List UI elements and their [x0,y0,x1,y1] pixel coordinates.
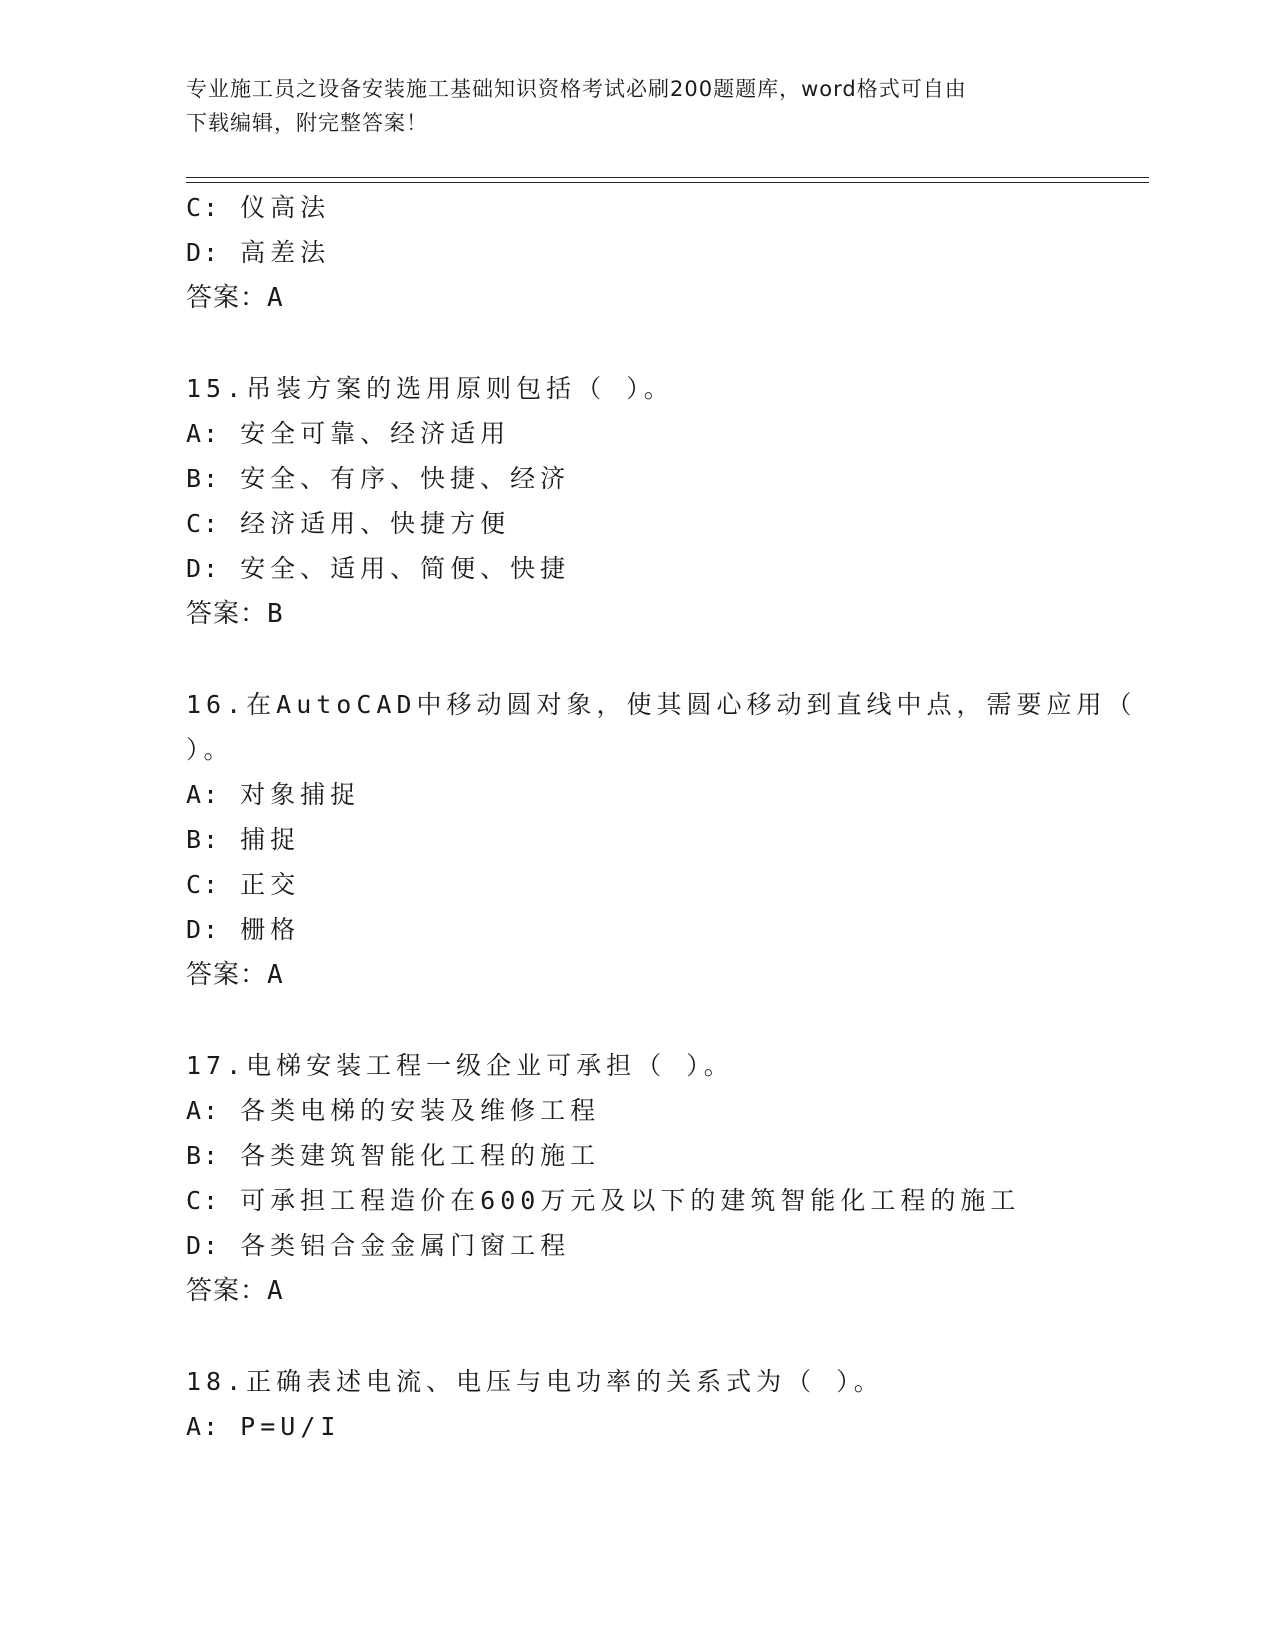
answer-value: A [267,283,284,313]
option-line [186,1230,570,1262]
header-rule-top [186,177,1149,178]
option-label: C: [186,870,221,899]
answer-prefix: 答案： [186,283,268,313]
option-label: D: [186,554,221,583]
answer-value: B [267,599,284,629]
option-text: 安全、有序、快捷、经济 [240,464,571,493]
option-text: 可承担工程造价在600万元及以下的建筑智能化工程的施工 [240,1186,1021,1215]
question-text: 吊装方案的选用原则包括（ ）。 [246,374,674,403]
option-label: D: [186,238,221,267]
answer-value: A [267,960,284,990]
option-line [186,914,300,946]
option-line [186,1185,1020,1217]
option-line [186,1140,600,1172]
answer-prefix: 答案： [186,960,268,990]
question-text: 在AutoCAD中移动圆对象，使其圆心移动到直线中点，需要应用（ [246,690,1137,719]
question-stem [186,689,1137,721]
option-text: 安全、适用、简便、快捷 [240,554,571,583]
option-label: B: [186,825,221,854]
option-line [186,824,300,856]
option-label: C: [186,193,221,222]
header-rule-bottom [186,182,1149,183]
option-text: 安全可靠、经济适用 [240,419,511,448]
option-line [186,553,570,585]
option-text: 栅格 [240,915,301,944]
option-text: P=U/I [240,1412,341,1441]
option-line [186,192,330,224]
header-title-line-1: 专业施工员之设备安装施工基础知识资格考试必刷200题题库，word格式可自由 [186,77,967,101]
option-line [186,463,570,495]
question-stem [186,1366,884,1398]
document-header [186,72,1066,140]
option-label: A: [186,780,221,809]
option-line [186,237,330,269]
question-stem-continued: ）。 [186,735,234,764]
header-title-line-2: 下载编辑，附完整答案！ [186,111,428,135]
option-line [186,418,510,450]
option-label: A: [186,1096,221,1125]
answer-value: A [267,1276,284,1306]
option-text: 捕捉 [240,825,301,854]
question-text: 正确表述电流、电压与电功率的关系式为（ ）。 [246,1367,884,1396]
question-text: 电梯安装工程一级企业可承担（ ）。 [246,1051,734,1080]
question-number: 15. [186,374,247,403]
option-label: D: [186,1231,221,1260]
option-text: 高差法 [240,238,331,267]
question-number: 18. [186,1367,247,1396]
answer-line [186,959,284,991]
question-stem [186,1050,734,1082]
option-text: 仪高法 [240,193,331,222]
answer-prefix: 答案： [186,599,268,629]
answer-line [186,282,284,314]
question-number: 17. [186,1051,247,1080]
question-stem [186,373,674,405]
option-label: C: [186,509,221,538]
option-label: A: [186,419,221,448]
option-label: B: [186,464,221,493]
answer-prefix: 答案： [186,1276,268,1306]
answer-line [186,598,284,630]
option-label: A: [186,1412,221,1441]
option-line [186,779,360,811]
option-text: 对象捕捉 [240,780,361,809]
option-text: 各类铝合金金属门窗工程 [240,1231,571,1260]
option-text: 各类电梯的安装及维修工程 [240,1096,601,1125]
option-line [186,1411,340,1443]
option-text: 正交 [240,870,301,899]
option-text: 经济适用、快捷方便 [240,509,511,538]
option-line [186,508,510,540]
option-label: C: [186,1186,221,1215]
option-line [186,1095,600,1127]
option-label: D: [186,915,221,944]
option-line [186,869,300,901]
question-number: 16. [186,690,247,719]
option-text: 各类建筑智能化工程的施工 [240,1141,601,1170]
answer-line [186,1275,284,1307]
option-label: B: [186,1141,221,1170]
